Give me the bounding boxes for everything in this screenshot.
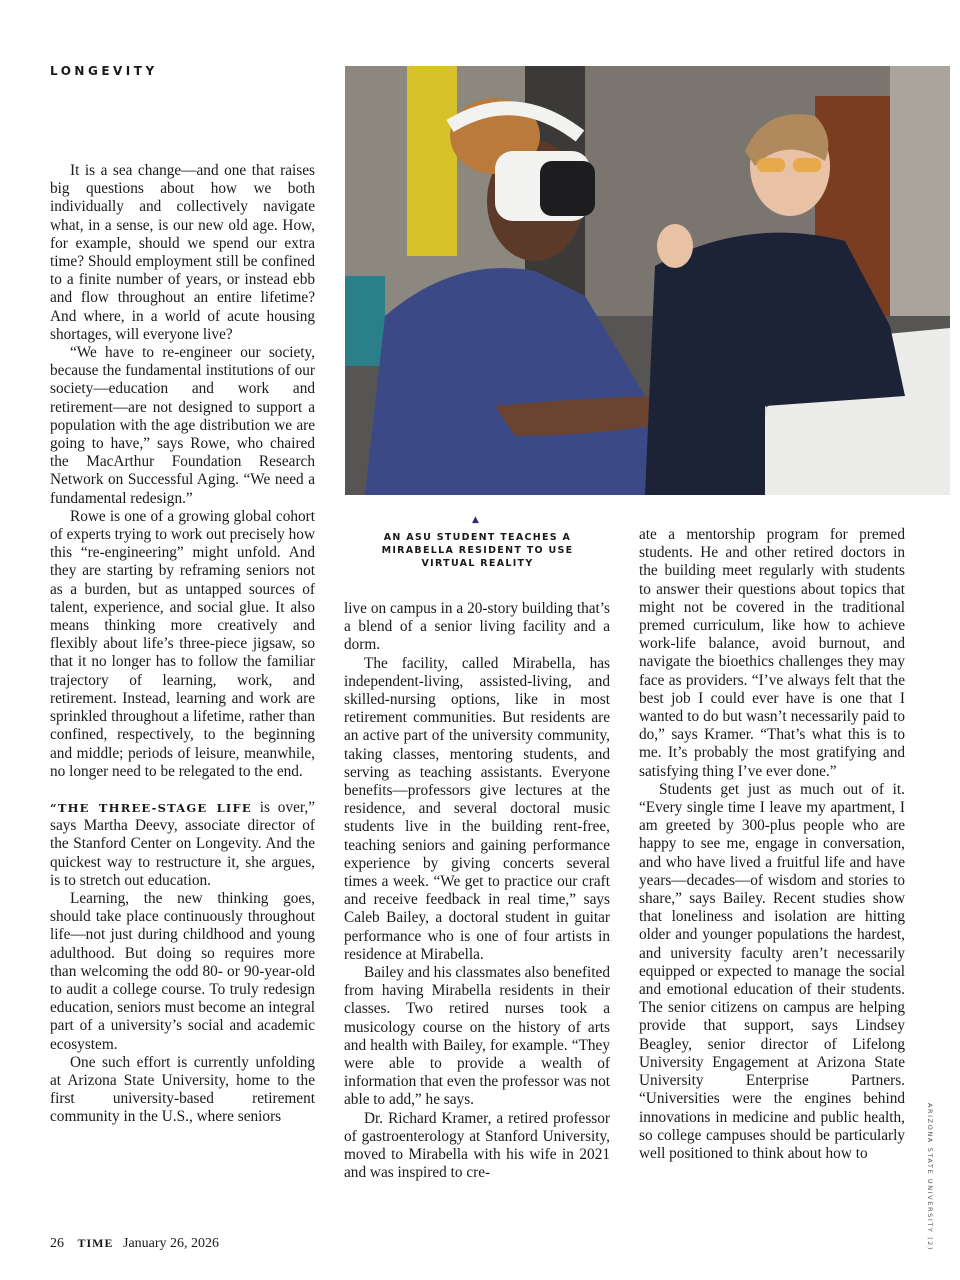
photo-caption: AN ASU STUDENT TEACHES A MIRABELLA RESIDENT TO USE VIRTUAL REALITY	[381, 532, 574, 569]
paragraph: Rowe is one of a growing global cohort of experts trying to work out precisely how this “re-engineering” might unfold. And they are starting by reframing seniors not as a burden, but as untapped sources of talent, experience, and social glue. It also means thinking more creatively and flexibly about life’s three-piece jigsaw, so that it no longer has to follow the familiar trajectory of learning, work, and retirement. Instead, learning and work are sprinkled throughout a lifetime, rather than confined, respectively, to the beginning and middle; periods of leisure, meanwhile, no longer need to be relegated to the end.	[50, 507, 315, 780]
paragraph: Dr. Richard Kramer, a retired professor of gastroenterology at Stanford University, moved to Mirabella with his wife in 2021 and was inspired to cre-	[344, 1109, 610, 1182]
paragraph: Bailey and his classmates also benefited from having Mirabella residents in their classes. Two retired nurses took a musicology course on the history of arts and health with Bailey, for example. “They were able to provide a wealth of information that even the professor was not able to add,” he says.	[344, 964, 610, 1109]
vr-lesson-photo	[345, 66, 950, 495]
article-column-3	[639, 526, 905, 1163]
magazine-name: TIME	[77, 1236, 114, 1250]
article-column-2	[344, 600, 610, 1183]
paragraph: ate a mentorship program for premed students. He and other retired doctors in the building meet regularly with students to answer their questions about topics that might not be covered in the traditional premed curriculum, like how to achieve work-life balance, avoid burnout, and navigate the bioethics challenges they may face as providers. “I’ve always felt that the best job I could ever have is one that I wanted to do but wasn’t necessarily paid to do,” says Kramer. “That’s what this is to me. It’s probably the most gratifying and satisfying thing I’ve ever done.”	[639, 526, 905, 780]
paragraph-text: is over,” says Martha Deevy, associate director of the Stanford Center on Longevity. And the quickest way to restructure it, she argues, is to stretch out education.	[50, 798, 315, 889]
lead-in-smallcaps: “THE THREE-STAGE LIFE	[50, 800, 252, 815]
caption-triangle-icon: ▲	[472, 515, 479, 525]
article-column-1	[50, 162, 315, 1127]
paragraph: Students get just as much out of it. “Every single time I leave my apartment, I am greeted by 300-plus people who are happy to see me, engage in conversation, and who have lived a fruitful life and have years—decades—of wisdom and stories to share,” says Bailey. Recent studies show that loneliness and isolation are hitting older and younger populations the hardest, and university faculty aren’t necessarily equipped or expected to manage the social and emotional education of their students. The senior citizens on campus are helping provide that support, says Lindsey Beagley, senior director of Lifelong University Engagement at Arizona State University Enterprise Partners. “Universities were the engines behind innovations in medicine and public health, so college campuses should be particularly well positioned to think about how to	[639, 780, 905, 1162]
issue-date: January 26, 2026	[123, 1236, 220, 1251]
photo-credit: ARIZONA STATE UNIVERSITY (2)	[926, 1103, 934, 1252]
section-label: LONGEVITY	[50, 64, 158, 78]
page-footer	[50, 1236, 219, 1252]
paragraph: One such effort is currently unfolding at Arizona State University, home to the first university-based retirement community in the U.S., where seniors	[50, 1053, 315, 1126]
paragraph: Learning, the new thinking goes, should take place continuously throughout life—not just during childhood and young adulthood. But doing so requires more than welcoming the odd 80- or 90-year-old to audit a college course. To truly redesign education, seniors must become an integral part of a university’s social and academic ecosystem.	[50, 889, 315, 1053]
paragraph: It is a sea change—and one that raises big questions about how we both individually and collectively navigate what, in a sense, is our new old age. How, for example, should we spend our extra time? Should employment still be confined to a finite number of years, or instead ebb and flow throughout an entire lifetime? And where, in a world of acute housing shortages, will everyone live?	[50, 162, 315, 343]
paragraph: The facility, called Mirabella, has independent-living, assisted-living, and skilled-nursing options, like in most retirement communities. But residents are an active part of the university community, taking classes, mentoring students, and serving as teaching assistants. Everyone benefits—professors give lectures at the residence, and several doctoral music students live in the building rent-free, teaching seniors and gaining performance experience by giving concerts several times a week. “We get to practice our craft and receive feedback in real time,” says Caleb Bailey, a doctoral student in guitar performance who is one of four artists in residence at Mirabella.	[344, 654, 610, 963]
article-photo	[345, 66, 950, 495]
paragraph: live on campus in a 20-story building that’s a blend of a senior living facility and a dorm.	[344, 600, 610, 654]
page-number: 26	[50, 1236, 64, 1251]
section-break-paragraph	[50, 799, 315, 890]
paragraph: “We have to re-engineer our society, because the fundamental institutions of our society—education and work and retirement—are not designed to support a population with the age distribution we are going to have,” says Rowe, who chaired the MacArthur Foundation Research Network on Successful Aging. “We need a fundamental redesign.”	[50, 344, 315, 507]
